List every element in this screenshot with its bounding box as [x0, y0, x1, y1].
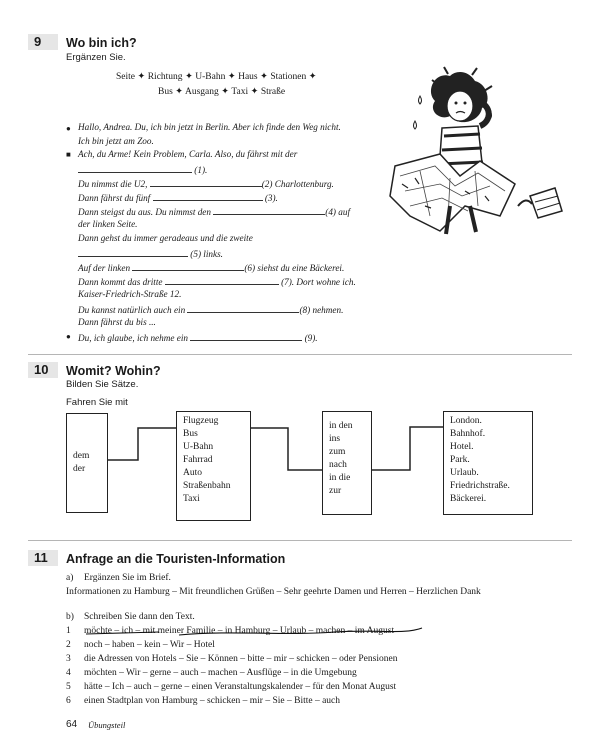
- word: Seite: [116, 72, 135, 82]
- word: Straße: [260, 87, 286, 97]
- item-number: 5: [66, 682, 71, 692]
- sentence-lead: Fahren Sie mit: [66, 397, 128, 408]
- speaker-a-bullet: ●: [66, 332, 71, 341]
- part-a-label: a): [66, 573, 74, 583]
- dialog-line: Dann gehst du immer geradeaus und die zweite: [78, 233, 253, 243]
- vehicle-box: Flugzeug Bus U-Bahn Fahrrad Auto Straßenbahn Taxi: [176, 411, 251, 521]
- section-name: Übungsteil: [88, 720, 126, 730]
- dialog-line: Dann fährst du bis ...: [78, 317, 156, 327]
- sentence-item: hätte – Ich – auch – gerne – einen Veranstaltungskalender – für den Monat August: [84, 682, 397, 692]
- word: Stationen: [270, 72, 307, 82]
- exercise-9-instruction: Ergänzen Sie.: [66, 52, 126, 63]
- example-item-crossed: möchte – ich – mit meiner Familie – in Hamburg – Urlaub – machen – im August: [84, 626, 394, 636]
- dialog-line: (1).: [78, 163, 207, 175]
- sentence-item: die Adressen von Hotels – Sie – Können – bitte – mir – schicken – oder Pensionen: [84, 654, 398, 664]
- dialog-line: Hallo, Andrea. Du, ich bin jetzt in Berlin. Aber ich finde den Weg nicht.: [78, 122, 341, 132]
- item-number: 3: [66, 654, 71, 664]
- exercise-10-number: 10: [28, 362, 58, 378]
- exercise-9-title: Wo bin ich?: [66, 36, 137, 50]
- sentence-item: einen Stadtplan von Hamburg – schicken – mir – Sie – Bitte – auch: [84, 696, 341, 706]
- item-number: 4: [66, 668, 71, 678]
- dialog-line: der linken Seite.: [78, 219, 138, 229]
- dialog-line: Dann kommt das dritte (7). Dort wohne ich.: [78, 277, 356, 287]
- article-box: dem der: [66, 413, 108, 513]
- phrase-options: Informationen zu Hamburg – Mit freundlichen Grüßen – Sehr geehrte Damen und Herren – Herzlichen Dank: [66, 587, 481, 597]
- dialog-line: (5) links.: [78, 247, 223, 259]
- exercise-10-instruction: Bilden Sie Sätze.: [66, 379, 139, 390]
- word-box-row-2: Bus ✦ Ausgang ✦ Taxi ✦ Straße: [158, 87, 286, 97]
- preposition-box: in den ins zum nach in die zur: [322, 411, 372, 515]
- dialog-line: Du kannst natürlich auch ein (8) nehmen.: [78, 305, 344, 315]
- exercise-10-title: Womit? Wohin?: [66, 364, 161, 378]
- word-box-row-1: Seite ✦ Richtung ✦ U-Bahn ✦ Haus ✦ Stationen ✦: [116, 72, 317, 82]
- sentence-item: noch – haben – kein – Wir – Hotel: [84, 640, 215, 650]
- dialog-line: Auf der linken (6) siehst du eine Bäckerei.: [78, 263, 345, 273]
- word: Bus: [158, 87, 173, 97]
- part-a-instruction: Ergänzen Sie im Brief.: [84, 573, 171, 583]
- part-b-label: b): [66, 612, 74, 622]
- item-number: 6: [66, 696, 71, 706]
- speaker-a-bullet: ●: [66, 124, 71, 133]
- dialog-line: Ach, du Arme! Kein Problem, Carla. Also, du fährst mit der: [78, 149, 298, 159]
- word: Richtung: [147, 72, 183, 82]
- exercise-11-title: Anfrage an die Touristen-Information: [66, 552, 286, 566]
- handwritten-strikethrough: [84, 626, 424, 640]
- word: Haus: [238, 72, 258, 82]
- part-b-instruction: Schreiben Sie dann den Text.: [84, 612, 195, 622]
- item-number: 2: [66, 640, 71, 650]
- word: U-Bahn: [195, 72, 226, 82]
- dialog-line: Dann steigst du aus. Du nimmst den (4) auf: [78, 207, 351, 217]
- word: Taxi: [231, 87, 249, 97]
- speaker-b-bullet: ■: [66, 150, 71, 159]
- dialog-line: Du, ich glaube, ich nehme ein (9).: [78, 333, 318, 343]
- item-number: 1: [66, 626, 71, 636]
- dialog-line: Du nimmst die U2, (2) Charlottenburg.: [78, 179, 334, 189]
- page-number: 64: [66, 719, 78, 730]
- dialog-line: Kaiser-Friedrich-Straße 12.: [78, 289, 182, 299]
- exercise-9-number: 9: [28, 34, 58, 50]
- sentence-item: möchten – Wir – gerne – auch – machen – Ausflüge – in die Umgebung: [84, 668, 357, 678]
- section-divider: [28, 540, 572, 541]
- dialog-line: Ich bin jetzt am Zoo.: [78, 136, 154, 146]
- word: Ausgang: [185, 87, 219, 97]
- destination-box: London. Bahnhof. Hotel. Park. Urlaub. Friedrichstraße. Bäckerei.: [443, 411, 533, 515]
- exercise-11-number: 11: [28, 550, 58, 566]
- dialog-line: Dann fährst du fünf (3).: [78, 193, 278, 203]
